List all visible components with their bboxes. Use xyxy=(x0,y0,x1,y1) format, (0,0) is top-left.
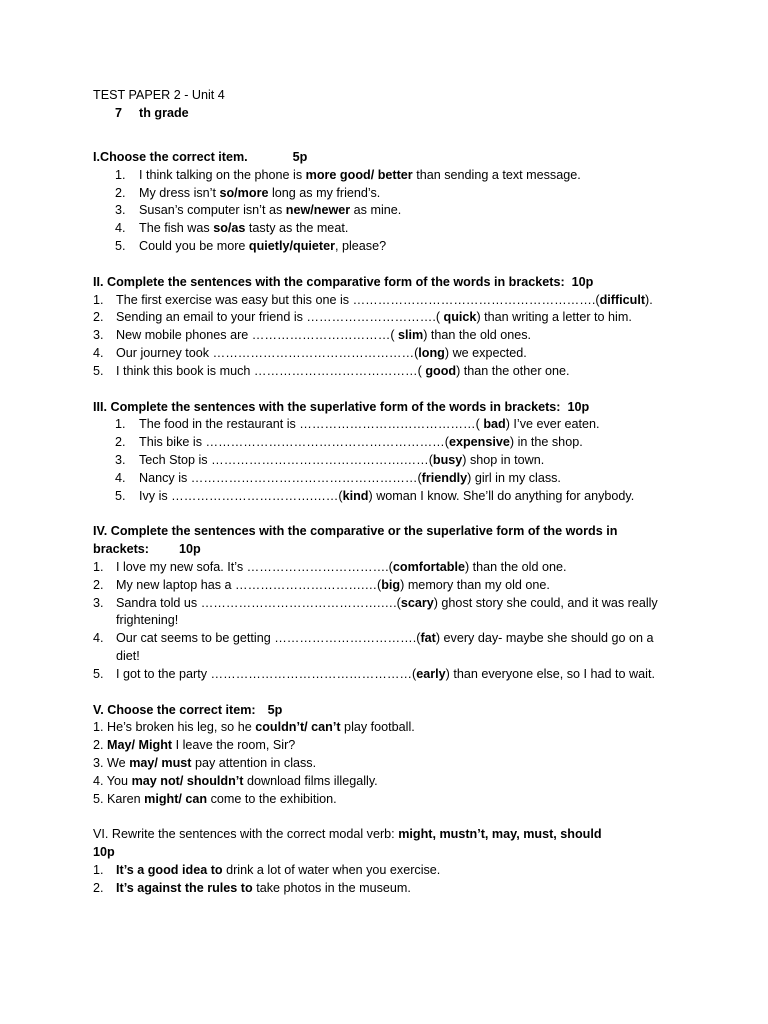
item-text-part: I love my new sofa. It’s …………………………….( xyxy=(116,559,393,574)
grade-line xyxy=(93,104,693,122)
item-text xyxy=(116,577,676,595)
section-5-item-4 xyxy=(93,773,693,791)
item-answer-option: busy xyxy=(432,452,463,467)
section-4-items xyxy=(93,559,693,684)
section-4-item-4 xyxy=(93,630,693,666)
item-text-part: ) memory than my old one. xyxy=(400,577,550,592)
section-4-heading xyxy=(93,523,693,541)
section-4-heading-text-2: brackets: xyxy=(93,542,150,557)
section-5-item-1 xyxy=(93,719,693,737)
item-text xyxy=(107,756,316,770)
item-number: 2. xyxy=(115,185,126,200)
item-answer-option: expensive xyxy=(448,435,510,450)
section-6-points-line xyxy=(93,844,693,862)
item-text xyxy=(116,559,676,577)
item-text xyxy=(107,792,337,806)
item-number: 1. xyxy=(93,292,104,307)
item-text xyxy=(139,452,544,470)
item-text-part: My dress isn’t xyxy=(139,185,220,200)
section-6-item-2 xyxy=(93,880,693,898)
item-text-part: long as my friend’s. xyxy=(268,185,381,200)
item-text xyxy=(139,488,634,506)
section-2-item-3 xyxy=(93,327,693,345)
item-text xyxy=(139,416,600,434)
item-number: 1. xyxy=(115,417,126,432)
item-number: 5. xyxy=(115,488,126,503)
item-text-part: The food in the restaurant is ……………………………………( xyxy=(139,417,484,432)
section-3-points: 10p xyxy=(567,399,590,414)
item-text-part: Nancy is ………………………………………………( xyxy=(139,470,422,485)
item-answer-option: friendly xyxy=(421,470,468,485)
item-text-part: pay attention in class. xyxy=(191,755,317,770)
section-3-item-5 xyxy=(93,488,693,506)
item-text-part: I think talking on the phone is xyxy=(139,167,306,182)
item-text-part: He’s broken his leg, so he xyxy=(107,720,256,735)
item-number: 1. xyxy=(93,559,104,574)
item-text-part: I got to the party …………………………………………( xyxy=(116,666,417,681)
section-6-heading-text: VI. Rewrite the sentences with the correct modal verb: xyxy=(93,827,399,842)
section-5-items xyxy=(93,719,693,808)
section-3-heading xyxy=(93,399,693,417)
item-number: 3. xyxy=(93,755,104,770)
section-1-heading xyxy=(93,149,693,167)
item-text xyxy=(107,720,415,734)
item-answer-option: so/as xyxy=(213,221,246,236)
section-3-item-3 xyxy=(93,452,693,470)
section-4-item-3 xyxy=(93,595,693,631)
item-number: 2. xyxy=(115,435,126,450)
item-answer-option: long xyxy=(418,345,445,360)
item-text xyxy=(116,862,440,880)
item-text-part: ) in the shop. xyxy=(509,435,583,450)
section-3-item-1 xyxy=(93,416,693,434)
section-2-item-1 xyxy=(93,292,693,310)
item-number: 1. xyxy=(115,167,126,182)
item-answer-option: early xyxy=(416,666,446,681)
item-number: 5. xyxy=(115,238,126,253)
item-number: 5. xyxy=(93,791,104,806)
grade-number: 7 xyxy=(115,106,123,120)
item-text xyxy=(116,309,632,327)
item-text-part: Our cat seems to be getting …………………………….( xyxy=(116,631,421,646)
item-text-part: ) than the other one. xyxy=(456,363,570,378)
item-text-part: than sending a text message. xyxy=(412,167,581,182)
section-1-item-4 xyxy=(93,220,693,238)
section-2-items xyxy=(93,292,693,381)
item-answer-option: quietly/quieter xyxy=(248,238,335,253)
section-4-points: 10p xyxy=(179,542,201,557)
item-text-part: tasty as the meat. xyxy=(245,221,349,236)
item-text-part: ) than the old one. xyxy=(464,559,567,574)
item-text-part: We xyxy=(107,755,130,770)
section-5-item-2 xyxy=(93,737,693,755)
item-text-part: Sandra told us …………………………………….….( xyxy=(116,595,401,610)
section-2-heading xyxy=(93,274,693,292)
section-5-heading-text: V. Choose the correct item: xyxy=(93,702,256,717)
item-text-part: ) than everyone else, so I had to wait. xyxy=(445,666,655,681)
section-6-items xyxy=(93,862,693,898)
item-answer-option: It’s against the rules to xyxy=(116,880,253,895)
item-text xyxy=(139,202,401,220)
section-1-points: 5p xyxy=(292,150,308,164)
item-number: 3. xyxy=(93,595,104,610)
item-number: 2. xyxy=(93,880,104,895)
section-2-item-2 xyxy=(93,309,693,327)
item-answer-option: comfortable xyxy=(392,559,465,574)
item-text-part: This bike is …………………………………………………( xyxy=(139,435,449,450)
item-text xyxy=(116,630,676,666)
item-text-part: Could you be more xyxy=(139,238,249,253)
section-4-item-2 xyxy=(93,577,693,595)
item-answer-option: slim xyxy=(398,328,424,343)
item-text xyxy=(139,434,583,452)
item-answer-option: May/ Might xyxy=(107,738,173,753)
section-1-item-5 xyxy=(93,238,693,256)
item-number: 4. xyxy=(93,345,104,360)
item-answer-option: big xyxy=(381,577,401,592)
item-text xyxy=(139,185,380,203)
item-number: 2. xyxy=(93,577,104,592)
item-number: 4. xyxy=(115,470,126,485)
item-text-part: ) than the old ones. xyxy=(423,328,532,343)
section-1-item-3 xyxy=(93,202,693,220)
item-number: 3. xyxy=(93,328,104,343)
item-number: 1. xyxy=(93,862,104,877)
item-text-part: ) woman I know. She’ll do anything for anybody. xyxy=(368,488,635,503)
item-answer-option: so/more xyxy=(219,185,269,200)
test-paper-document xyxy=(93,86,693,897)
section-1-heading-text: I.Choose the correct item. xyxy=(93,150,248,164)
item-number: 4. xyxy=(115,221,126,236)
item-text xyxy=(116,595,676,631)
item-text xyxy=(116,363,570,381)
section-4-item-5 xyxy=(93,666,693,684)
item-answer-option: couldn’t/ can’t xyxy=(255,720,341,735)
item-number: 5. xyxy=(93,363,104,378)
item-text-part: , please? xyxy=(335,238,387,253)
item-answer-option: difficult xyxy=(599,292,646,307)
item-text-part: Tech Stop is ……………………………………….……( xyxy=(139,452,433,467)
item-answer-option: scary xyxy=(400,595,434,610)
section-6-item-1 xyxy=(93,862,693,880)
section-3-item-2 xyxy=(93,434,693,452)
item-text-part: come to the exhibition. xyxy=(207,791,337,806)
item-text-part: download films illegally. xyxy=(243,773,378,788)
section-3-items xyxy=(93,416,693,505)
item-text-part: The fish was xyxy=(139,221,214,236)
item-text-part: My new laptop has a ………………………….…( xyxy=(116,577,382,592)
item-text xyxy=(139,167,581,185)
item-text xyxy=(116,345,527,363)
item-number: 3. xyxy=(115,203,126,218)
item-number: 2. xyxy=(93,310,104,325)
item-answer-option: It’s a good idea to xyxy=(116,862,223,877)
item-text-part: ) shop in town. xyxy=(462,452,545,467)
item-text xyxy=(116,666,676,684)
item-answer-option: fat xyxy=(420,631,436,646)
title-text: TEST PAPER 2 - Unit 4 xyxy=(93,88,225,102)
item-text-part: ) we expected. xyxy=(444,345,527,360)
section-6-heading xyxy=(93,826,693,844)
item-answer-option: may not/ shouldn’t xyxy=(131,773,244,788)
item-text-part: ). xyxy=(645,292,653,307)
section-1-items xyxy=(93,167,693,256)
item-text xyxy=(116,292,653,310)
section-3-heading-text: III. Complete the sentences with the superlative form of the words in brackets: xyxy=(93,399,561,414)
item-text-part: as mine. xyxy=(350,203,402,218)
item-answer-option: kind xyxy=(342,488,369,503)
section-5-heading xyxy=(93,702,693,720)
section-4-heading-text: IV. Complete the sentences with the comparative or the superlative form of the words in xyxy=(93,524,618,539)
item-text-part: ) ghost story she could, and it was really frightening! xyxy=(116,595,658,628)
item-answer-option: more good/ better xyxy=(305,167,413,182)
section-5-item-3 xyxy=(93,755,693,773)
item-text xyxy=(139,238,386,256)
item-text-part: Ivy is …………………………….……( xyxy=(139,488,343,503)
item-text-part: I leave the room, Sir? xyxy=(172,738,296,753)
document-title xyxy=(93,86,693,104)
section-6-points: 10p xyxy=(93,845,115,860)
item-number: 5. xyxy=(93,666,104,681)
item-text-part: drink a lot of water when you exercise. xyxy=(222,862,441,877)
item-answer-option: may/ must xyxy=(129,755,192,770)
section-6-modal-verbs: might, mustn’t, may, must, should xyxy=(398,827,602,842)
item-text xyxy=(107,774,378,788)
item-text xyxy=(139,470,561,488)
item-number: 1. xyxy=(93,720,104,735)
item-text-part: ) girl in my class. xyxy=(467,470,561,485)
item-text-part: I think this book is much …………………………………( xyxy=(116,363,426,378)
item-number: 4. xyxy=(93,631,104,646)
section-2-heading-text: II. Complete the sentences with the comparative form of the words in brackets: xyxy=(93,274,565,289)
item-text xyxy=(116,327,531,345)
item-number: 4. xyxy=(93,773,104,788)
section-1-item-2 xyxy=(93,185,693,203)
item-answer-option: quick xyxy=(443,310,477,325)
item-answer-option: might/ can xyxy=(144,791,208,806)
item-text-part: Karen xyxy=(107,791,145,806)
section-1-item-1 xyxy=(93,167,693,185)
item-text-part: The first exercise was easy but this one is ………………………………………………….( xyxy=(116,292,600,307)
item-text-part: Susan’s computer isn’t as xyxy=(139,203,286,218)
grade-text: th grade xyxy=(139,106,189,120)
item-text-part: play football. xyxy=(340,720,415,735)
item-text-part: Sending an email to your friend is ………………………….( xyxy=(116,310,444,325)
item-number: 2. xyxy=(93,738,104,753)
item-text-part: ) I’ve ever eaten. xyxy=(505,417,600,432)
section-5-points: 5p xyxy=(267,702,283,717)
section-4-item-1 xyxy=(93,559,693,577)
item-answer-option: new/newer xyxy=(285,203,351,218)
item-text-part: You xyxy=(106,773,132,788)
item-text xyxy=(107,738,295,752)
item-text-part: ) than writing a letter to him. xyxy=(476,310,632,325)
item-answer-option: good xyxy=(425,363,457,378)
item-number: 3. xyxy=(115,452,126,467)
item-text-part: take photos in the museum. xyxy=(252,880,411,895)
item-text xyxy=(139,220,348,238)
item-text-part: Our journey took …………………………………………( xyxy=(116,345,419,360)
section-2-item-5 xyxy=(93,363,693,381)
section-4-heading-line2 xyxy=(93,541,693,559)
item-text xyxy=(116,880,411,898)
item-text-part: ) every day- maybe she should go on a diet! xyxy=(116,631,654,663)
section-5-item-5 xyxy=(93,791,693,809)
item-text-part: New mobile phones are ……………………………( xyxy=(116,328,399,343)
section-2-item-4 xyxy=(93,345,693,363)
section-3-item-4 xyxy=(93,470,693,488)
section-2-points: 10p xyxy=(571,274,594,289)
item-answer-option: bad xyxy=(483,417,506,432)
